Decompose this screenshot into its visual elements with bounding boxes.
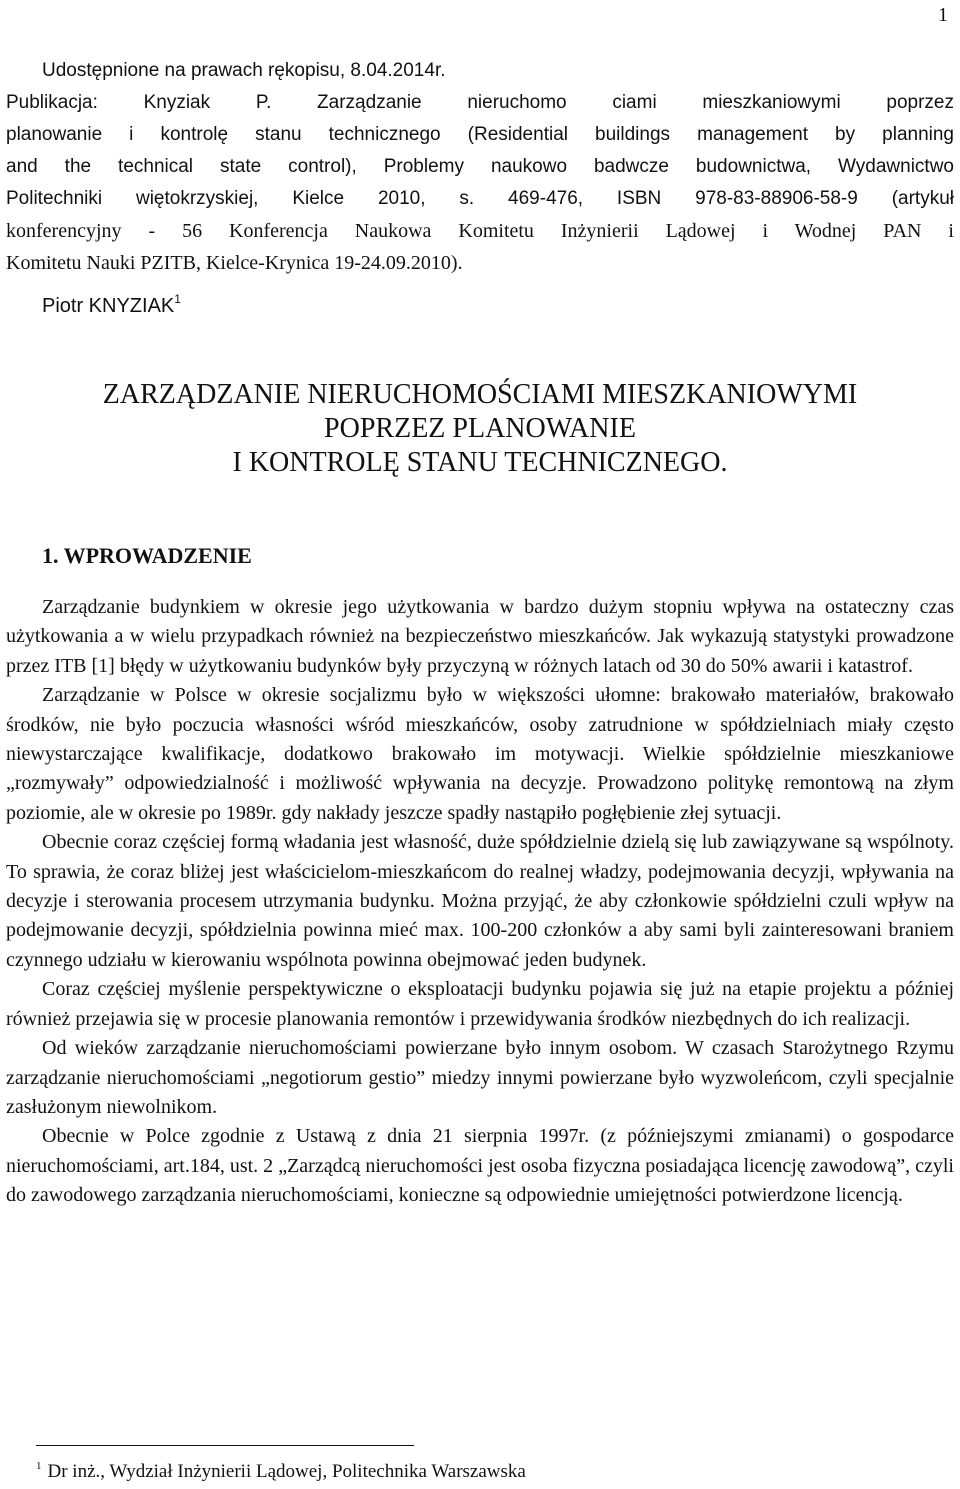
paragraph: Obecnie coraz częściej formą władania jest własność, duże spółdzielnie dzielą się lub zawiązywane są wspólnoty. To sprawia, że coraz bliżej jest właścicielom-mieszkańcom do realnej władzy, podejmowania decyzji, wpływania na decyzje i sterowania procesem utrzymania budynku. Można przyjąć, że aby członkowie spółdzielni czuli wpływ na podejmowanie decyzji, spółdzielnia powinna mieć max. 100-200 członków a aby sami byli zainteresowani braniem czynnego udziału w kierowaniu wspólnota powinna obejmować jeden budynek. (6, 831, 954, 971)
header-line: Publikacja: Knyziak P. Zarządzanie nieruchomo ciami mieszkaniowymi poprzez (6, 92, 954, 113)
paragraph: Zarządzanie w Polsce w okresie socjalizmu było w większości ułomne: brakowało materiałów, brakowało środków, nie było poczucia własności wśród mieszkańców, osoby zatrudnione w spółdzielniach miały często niewystarczające kwalifikacje, dodatkowo brakowało im motywacji. Wielkie spółdzielnie mieszkaniowe „rozmywały” odpowiedzialność i możliwość wpływania na decyzje. Prowadzono politykę remontową na złym poziomie, ale w okresie po 1989r. gdy nakłady jeszcze spadły nastąpiło pogłębienie złej sytuacji. (6, 684, 954, 824)
paragraph: Obecnie w Polce zgodnie z Ustawą z dnia 21 sierpnia 1997r. (z późniejszymi zmianami) o gospodarce nieruchomościami, art.184, ust. 2 „Zarządcą nieruchomości jest osoba fizyczna posiadająca licencję zawodową”, czyli do zawodowego zarządzania nieruchomościami, konieczne są odpowiednie umiejętności potwierdzone licencją. (6, 1125, 954, 1207)
header-line: planowanie i kontrolę stanu technicznego (Residential buildings management by planning (6, 124, 954, 145)
header-line: Udostępnione na prawach rękopisu, 8.04.2014r. (42, 60, 446, 81)
publication-header (6, 55, 954, 279)
title-line: ZARZĄDZANIE NIERUCHOMOŚCIAMI MIESZKANIOWYMI (102, 379, 858, 410)
author-footnote-mark: 1 (174, 292, 181, 306)
page-number: 1 (938, 4, 948, 26)
header-line: Politechniki więtokrzyskiej, Kielce 2010, s. 469-476, ISBN 978-83-88906-58-9 (artykuł (6, 188, 954, 209)
paragraph: Coraz częściej myślenie perspektywiczne o eksploatacji budynku pojawia się już na etapie projektu a później również przejawia się w procesie planowania remontów i przewidywania środków niezbędnych do ich realizacji. (6, 978, 954, 1030)
title-line: POPRZEZ PLANOWANIE (324, 413, 636, 444)
document-title (0, 378, 960, 480)
header-line: and the technical state control), Problemy naukowo badwcze budownictwa, Wydawnictwo (6, 156, 954, 177)
header-line: Komitetu Nauki PZITB, Kielce-Krynica 19-24.09.2010). (6, 252, 463, 274)
title-line: I KONTROLĘ STANU TECHNICZNEGO. (232, 447, 728, 478)
footnote-text: Dr inż., Wydział Inżynierii Lądowej, Politechnika Warszawska (47, 1461, 526, 1482)
section-heading: 1. WPROWADZENIE (42, 543, 252, 568)
paragraph: Od wieków zarządzanie nieruchomościami powierzane było innym osobom. W czasach Starożytnego Rzymu zarządzanie nieruchomościami „negotiorum gestio” miedzy innymi powierzane było wyzwoleńcom, czyli specjalnie zasłużonym niewolnikom. (6, 1037, 954, 1118)
footnote-divider (36, 1445, 414, 1446)
author (42, 292, 181, 318)
author-name: Piotr KNYZIAK (42, 295, 175, 317)
header-line: konferencyjny - 56 Konferencja Naukowa Komitetu Inżynierii Lądowej i Wodnej PAN i (6, 220, 954, 242)
body-text (6, 593, 954, 1211)
paragraph: Zarządzanie budynkiem w okresie jego użytkowania w bardzo dużym stopniu wpływa na ostateczny czas użytkowania a w wielu przypadkach również na bezpieczeństwo mieszkańców. Jak wykazują statystyki prowadzone przez ITB [1] błędy w użytkowaniu budynków były przyczyną w różnych latach od 30 do 50% awarii i katastrof. (6, 596, 954, 677)
footnote-mark: 1 (36, 1460, 42, 1472)
footnote (36, 1460, 526, 1483)
